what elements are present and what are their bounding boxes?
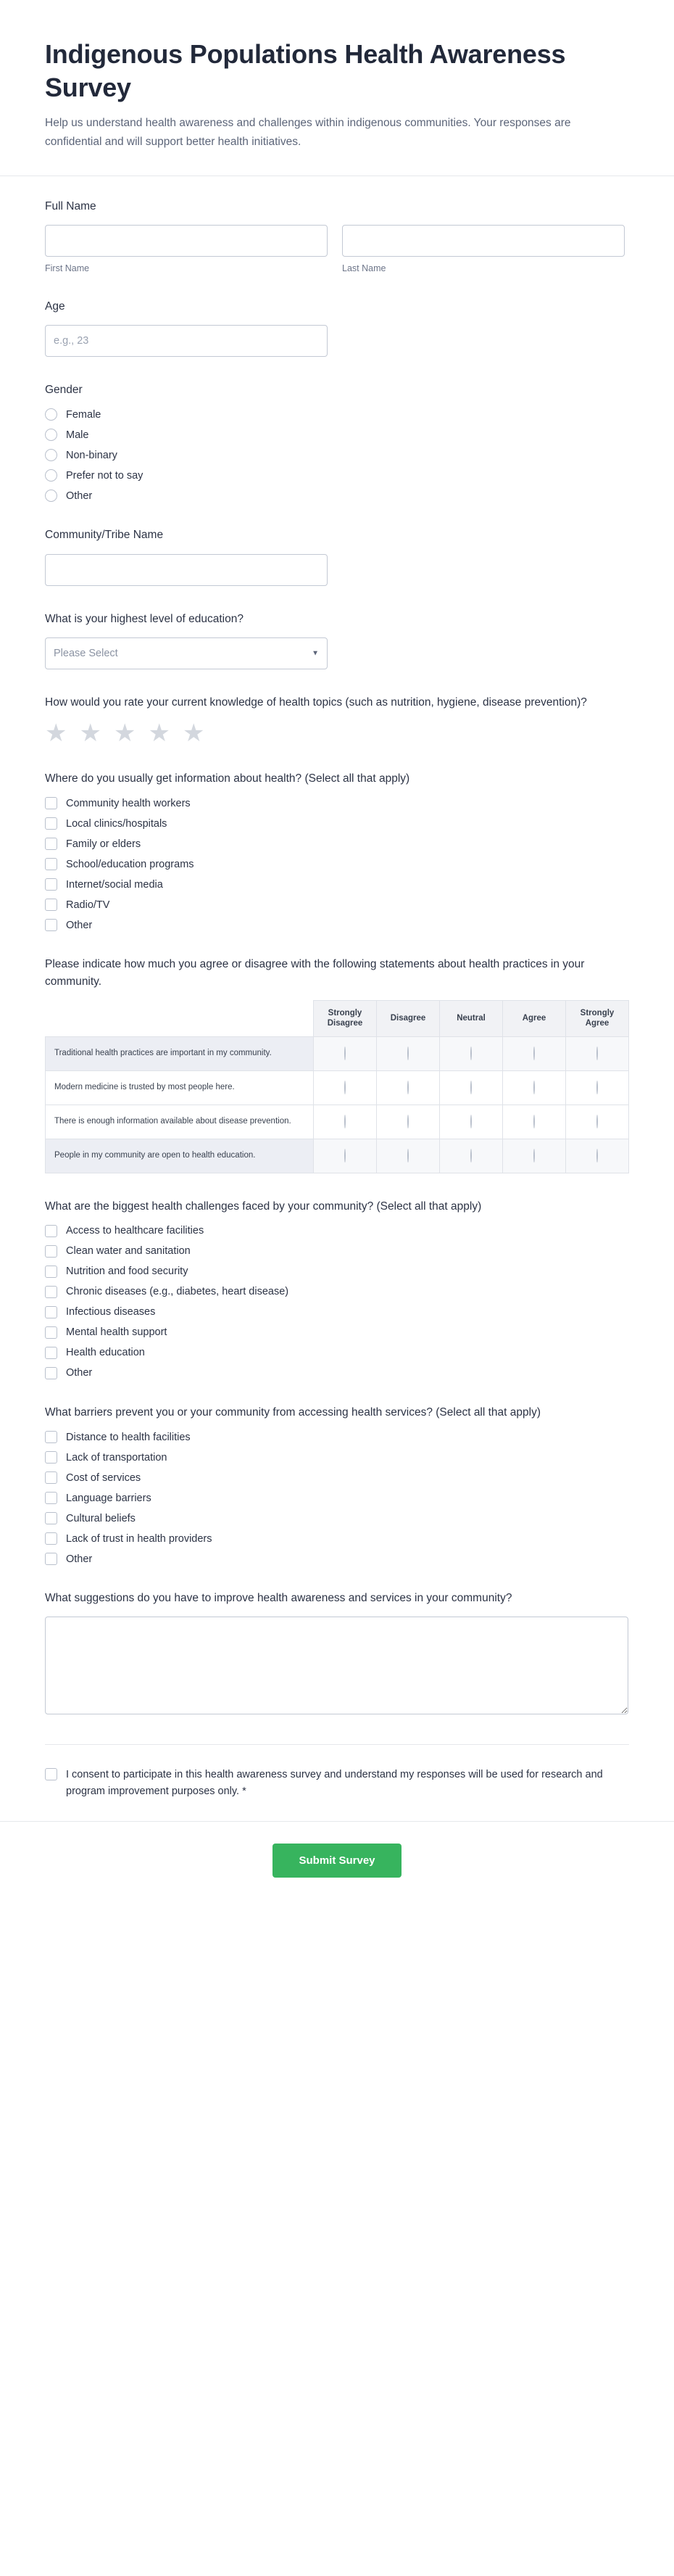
checkbox-icon[interactable] — [45, 838, 57, 850]
info-source-label: Internet/social media — [66, 878, 163, 891]
checkbox-icon[interactable] — [45, 1367, 57, 1379]
last-name-col — [342, 225, 625, 273]
checkbox-icon[interactable] — [45, 919, 57, 931]
radio-icon[interactable] — [407, 1115, 409, 1128]
checkbox-icon[interactable] — [45, 1768, 57, 1780]
matrix-cell[interactable] — [566, 1105, 629, 1139]
field-full-name — [45, 198, 629, 273]
barrier-option[interactable] — [45, 1512, 629, 1524]
form-body — [0, 176, 674, 1800]
age-input-wrap — [45, 325, 328, 357]
field-gender — [45, 381, 629, 502]
gender-option-non-binary[interactable] — [45, 449, 629, 461]
radio-icon[interactable] — [407, 1046, 409, 1060]
checkbox-icon[interactable] — [45, 1245, 57, 1258]
health-challenge-label: Nutrition and food security — [66, 1266, 188, 1278]
matrix-row-label: Modern medicine is trusted by most people here. — [46, 1070, 314, 1105]
info-source-option[interactable] — [45, 797, 629, 809]
gender-option-label: Female — [66, 408, 101, 421]
matrix-cell[interactable] — [440, 1105, 503, 1139]
barrier-label: Lack of transportation — [66, 1451, 167, 1464]
radio-icon[interactable] — [344, 1081, 346, 1094]
checkbox-icon[interactable] — [45, 1326, 57, 1339]
health-challenge-option[interactable] — [45, 1367, 629, 1379]
education-select[interactable] — [45, 637, 328, 669]
gender-option-label: Non-binary — [66, 449, 117, 461]
barrier-label: Other — [66, 1553, 93, 1565]
radio-icon[interactable] — [470, 1081, 472, 1094]
star-icon-5[interactable]: ★ — [182, 719, 205, 748]
matrix-row-label: People in my community are open to health education. — [46, 1139, 314, 1173]
field-agreement-matrix — [45, 956, 629, 1173]
info-source-option[interactable] — [45, 899, 629, 911]
barrier-option[interactable] — [45, 1451, 629, 1464]
gender-option-female[interactable] — [45, 408, 629, 421]
health-challenge-label: Other — [66, 1367, 93, 1379]
suggestions-label: What suggestions do you have to improve health awareness and services in your community? — [45, 1592, 512, 1605]
matrix-cell[interactable] — [314, 1070, 377, 1105]
form-description: Help us understand health awareness and challenges within indigenous communities. Your responses are confidential and will support better health initiatives. — [45, 117, 571, 148]
info-source-label: Family or elders — [66, 838, 141, 850]
radio-icon[interactable] — [407, 1081, 409, 1094]
health-challenge-label: Chronic diseases (e.g., diabetes, heart disease) — [66, 1286, 289, 1298]
checkbox-icon[interactable] — [45, 1306, 57, 1318]
matrix-cell[interactable] — [440, 1070, 503, 1105]
checkbox-icon[interactable] — [45, 1512, 57, 1524]
info-source-label: Radio/TV — [66, 899, 110, 911]
field-barriers — [45, 1404, 629, 1565]
age-label: Age — [45, 300, 65, 313]
radio-icon[interactable] — [533, 1046, 535, 1060]
health-challenge-label: Health education — [66, 1347, 145, 1359]
gender-option-label: Male — [66, 429, 89, 441]
radio-icon[interactable] — [45, 469, 57, 482]
matrix-header-row — [46, 1000, 629, 1036]
info-source-option[interactable] — [45, 878, 629, 891]
matrix-cell[interactable] — [503, 1070, 566, 1105]
education-select-wrap — [45, 637, 328, 669]
info-source-label: School/education programs — [66, 858, 194, 870]
matrix-cell[interactable] — [566, 1036, 629, 1070]
field-suggestions — [45, 1590, 629, 1718]
radio-icon[interactable] — [596, 1115, 598, 1128]
field-age — [45, 298, 629, 357]
matrix-cell[interactable] — [314, 1139, 377, 1173]
matrix-row-label: There is enough information available about disease prevention. — [46, 1105, 314, 1139]
radio-icon[interactable] — [45, 490, 57, 502]
matrix-cell[interactable] — [503, 1036, 566, 1070]
matrix-cell[interactable] — [377, 1070, 440, 1105]
field-community — [45, 527, 629, 585]
barrier-option[interactable] — [45, 1553, 629, 1565]
star-icon-2[interactable]: ★ — [79, 719, 101, 748]
form-footer — [0, 1821, 674, 1912]
field-health-challenges — [45, 1198, 629, 1379]
gender-option-prefer-not-to-say[interactable] — [45, 469, 629, 482]
submit-button[interactable]: Submit Survey — [272, 1844, 401, 1878]
matrix-cell[interactable] — [377, 1036, 440, 1070]
info-sources-options — [45, 797, 629, 931]
age-input[interactable] — [45, 325, 328, 357]
field-info-sources — [45, 770, 629, 931]
field-education — [45, 611, 629, 669]
community-input[interactable] — [45, 554, 328, 586]
barrier-label: Cost of services — [66, 1471, 141, 1484]
required-asterisk: * — [242, 1785, 246, 1797]
checkbox-icon[interactable] — [45, 1471, 57, 1484]
barrier-option[interactable] — [45, 1471, 629, 1484]
radio-icon[interactable] — [45, 408, 57, 421]
last-name-sublabel: Last Name — [342, 263, 386, 273]
health-challenges-label: What are the biggest health challenges faced by your community? (Select all that apply) — [45, 1200, 482, 1213]
agreement-matrix-table — [45, 1000, 629, 1173]
checkbox-icon[interactable] — [45, 1553, 57, 1565]
info-source-option[interactable] — [45, 919, 629, 931]
first-name-input[interactable] — [45, 225, 328, 257]
checkbox-icon[interactable] — [45, 1225, 57, 1237]
radio-icon[interactable] — [470, 1115, 472, 1128]
health-challenge-option[interactable] — [45, 1266, 629, 1278]
matrix-col-neutral: Neutral — [440, 1000, 503, 1036]
barrier-label: Cultural beliefs — [66, 1512, 136, 1524]
radio-icon[interactable] — [45, 449, 57, 461]
full-name-label: Full Name — [45, 199, 96, 212]
radio-icon[interactable] — [596, 1046, 598, 1060]
checkbox-icon[interactable] — [45, 797, 57, 809]
consent-label: I consent to participate in this health awareness survey and understand my responses will be used for research and program improvement purposes only. — [66, 1769, 603, 1797]
matrix-cell[interactable] — [503, 1139, 566, 1173]
barrier-label: Lack of trust in health providers — [66, 1532, 212, 1545]
star-rating[interactable] — [45, 721, 629, 746]
last-name-input[interactable] — [342, 225, 625, 257]
education-label: What is your highest level of education? — [45, 612, 244, 625]
barrier-option[interactable] — [45, 1492, 629, 1504]
radio-icon[interactable] — [407, 1149, 409, 1163]
matrix-col-strongly-disagree: Strongly Disagree — [314, 1000, 377, 1036]
health-challenge-label: Clean water and sanitation — [66, 1245, 191, 1258]
radio-icon[interactable] — [596, 1081, 598, 1094]
checkbox-icon[interactable] — [45, 817, 57, 830]
matrix-row — [46, 1139, 629, 1173]
radio-icon[interactable] — [470, 1046, 472, 1060]
matrix-cell[interactable] — [566, 1139, 629, 1173]
barrier-label: Distance to health facilities — [66, 1431, 191, 1443]
health-challenge-label: Mental health support — [66, 1326, 167, 1339]
matrix-row — [46, 1036, 629, 1070]
barriers-options — [45, 1431, 629, 1565]
star-icon-3[interactable]: ★ — [113, 719, 136, 748]
health-challenge-option[interactable] — [45, 1225, 629, 1237]
checkbox-icon[interactable] — [45, 899, 57, 911]
consent-text — [66, 1767, 629, 1799]
matrix-cell[interactable] — [503, 1105, 566, 1139]
info-source-label: Community health workers — [66, 797, 191, 809]
barrier-option[interactable] — [45, 1532, 629, 1545]
info-sources-label: Where do you usually get information about health? (Select all that apply) — [45, 772, 410, 785]
radio-icon[interactable] — [344, 1046, 346, 1060]
health-challenge-label: Access to healthcare facilities — [66, 1225, 204, 1237]
matrix-cell[interactable] — [314, 1036, 377, 1070]
radio-icon[interactable] — [533, 1149, 535, 1163]
radio-icon[interactable] — [596, 1149, 598, 1163]
radio-icon[interactable] — [470, 1149, 472, 1163]
chevron-down-icon: ▼ — [312, 649, 319, 658]
gender-option-label: Prefer not to say — [66, 469, 143, 482]
checkbox-icon[interactable] — [45, 1492, 57, 1504]
form-header — [0, 0, 674, 176]
field-knowledge-rating — [45, 694, 629, 746]
gender-option-other[interactable] — [45, 490, 629, 502]
checkbox-icon[interactable] — [45, 1532, 57, 1545]
checkbox-icon[interactable] — [45, 858, 57, 870]
full-name-row — [45, 225, 629, 273]
matrix-cell[interactable] — [314, 1105, 377, 1139]
info-source-label: Other — [66, 919, 93, 931]
matrix-cell[interactable] — [566, 1070, 629, 1105]
gender-options — [45, 408, 629, 502]
community-input-wrap — [45, 554, 328, 586]
star-icon-4[interactable]: ★ — [148, 719, 170, 748]
suggestions-textarea[interactable] — [45, 1617, 628, 1714]
health-challenge-option[interactable] — [45, 1286, 629, 1298]
page-title: Indigenous Populations Health Awareness Survey — [45, 39, 566, 102]
matrix-row-label: Traditional health practices are important in my community. — [46, 1036, 314, 1070]
matrix-row — [46, 1070, 629, 1105]
matrix-cell[interactable] — [440, 1139, 503, 1173]
checkbox-icon[interactable] — [45, 1286, 57, 1298]
matrix-header — [46, 1000, 629, 1036]
checkbox-icon[interactable] — [45, 878, 57, 891]
info-source-option[interactable] — [45, 838, 629, 850]
checkbox-icon[interactable] — [45, 1347, 57, 1359]
barrier-label: Language barriers — [66, 1492, 151, 1504]
barrier-option[interactable] — [45, 1431, 629, 1443]
health-challenge-option[interactable] — [45, 1245, 629, 1258]
health-challenges-options — [45, 1225, 629, 1379]
info-source-option[interactable] — [45, 817, 629, 830]
info-source-option[interactable] — [45, 858, 629, 870]
health-challenge-option[interactable] — [45, 1326, 629, 1339]
consent-row[interactable] — [45, 1744, 629, 1799]
knowledge-rating-label: How would you rate your current knowledge of health topics (such as nutrition, hygiene, disease prevention)? — [45, 695, 587, 709]
matrix-cell[interactable] — [377, 1139, 440, 1173]
matrix-col-disagree: Disagree — [377, 1000, 440, 1036]
matrix-cell[interactable] — [377, 1105, 440, 1139]
gender-option-label: Other — [66, 490, 93, 502]
matrix-col-agree: Agree — [503, 1000, 566, 1036]
matrix-col-strongly-agree: Strongly Agree — [566, 1000, 629, 1036]
radio-icon[interactable] — [533, 1115, 535, 1128]
radio-icon[interactable] — [344, 1115, 346, 1128]
info-source-label: Local clinics/hospitals — [66, 817, 167, 830]
gender-option-male[interactable] — [45, 429, 629, 441]
health-challenge-option[interactable] — [45, 1347, 629, 1359]
matrix-row — [46, 1105, 629, 1139]
radio-icon[interactable] — [533, 1081, 535, 1094]
matrix-body — [46, 1036, 629, 1173]
checkbox-icon[interactable] — [45, 1451, 57, 1464]
checkbox-icon[interactable] — [45, 1266, 57, 1278]
first-name-sublabel: First Name — [45, 263, 90, 273]
star-icon-1[interactable]: ★ — [45, 719, 67, 748]
gender-label: Gender — [45, 384, 83, 397]
agreement-matrix-label: Please indicate how much you agree or disagree with the following statements about health practices in your community. — [45, 958, 585, 988]
matrix-corner-cell — [46, 1000, 314, 1036]
checkbox-icon[interactable] — [45, 1431, 57, 1443]
matrix-cell[interactable] — [440, 1036, 503, 1070]
health-challenge-option[interactable] — [45, 1306, 629, 1318]
radio-icon[interactable] — [45, 429, 57, 441]
barriers-label: What barriers prevent you or your community from accessing health services? (Select all that apply) — [45, 1405, 541, 1419]
community-label: Community/Tribe Name — [45, 529, 164, 542]
radio-icon[interactable] — [344, 1149, 346, 1163]
health-challenge-label: Infectious diseases — [66, 1306, 156, 1318]
first-name-col — [45, 225, 328, 273]
